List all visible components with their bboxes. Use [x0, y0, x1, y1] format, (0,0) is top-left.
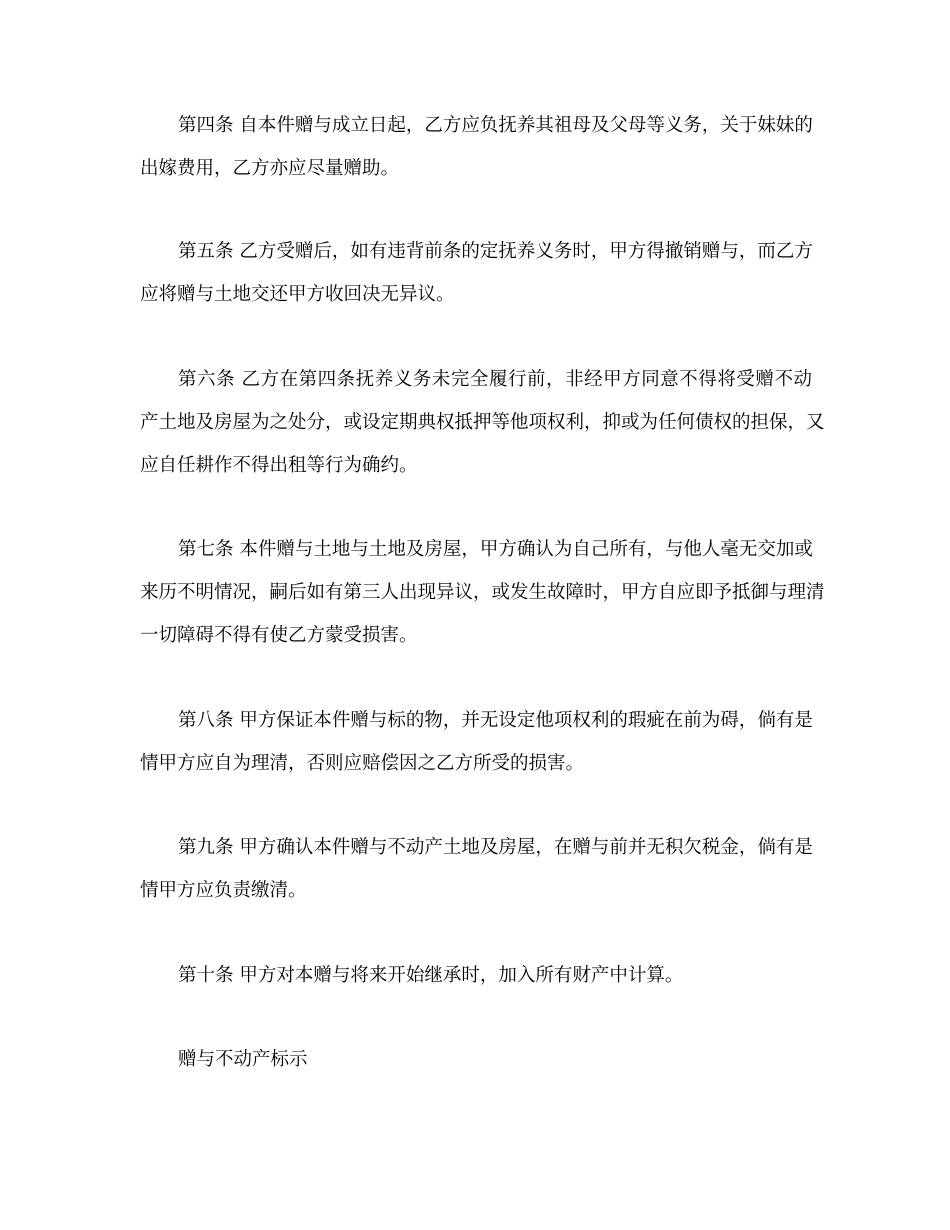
paragraph-line: 情甲方应自为理清，否则应赔偿因之乙方所受的损害。	[140, 753, 585, 774]
paragraph-line: 来历不明情况，嗣后如有第三人出现异议，或发生故障时，甲方自应即予抵御与理清	[140, 582, 825, 603]
article-4-paragraph	[140, 104, 812, 190]
article-9-paragraph	[140, 826, 812, 912]
article-8-paragraph	[140, 699, 812, 785]
paragraph-line: 赠与不动产标示	[178, 1049, 308, 1070]
paragraph-line: 第十条 甲方对本赠与将来开始继承时，加入所有财产中计算。	[178, 965, 684, 986]
paragraph-line: 产土地及房屋为之处分，或设定期典权抵押等他项权利，抑或为任何债权的担保，又	[140, 412, 825, 433]
paragraph-line: 出嫁费用，乙方亦应尽量赠助。	[140, 158, 400, 179]
article-7-paragraph	[140, 528, 825, 657]
paragraph-line: 第八条 甲方保证本件赠与标的物，并无设定他项权利的瑕疵在前为碍，倘有是	[178, 710, 813, 731]
paragraph-line: 一切障碍不得有使乙方蒙受损害。	[140, 625, 418, 646]
paragraph-line: 第七条 本件赠与土地与土地及房屋，甲方确认为自己所有，与他人毫无交加或	[178, 539, 813, 560]
paragraph-line: 第五条 乙方受赠后，如有违背前条的定抚养义务时，甲方得撤销赠与，而乙方	[178, 241, 813, 262]
property-label-heading	[140, 1038, 812, 1081]
article-10-paragraph	[140, 954, 812, 997]
paragraph-line: 应将赠与土地交还甲方收回决无异议。	[140, 284, 455, 305]
paragraph-line: 第六条 乙方在第四条抚养义务未完全履行前，非经甲方同意不得将受赠不动	[178, 369, 812, 390]
paragraph-line: 应自任耕作不得出租等行为确约。	[140, 455, 418, 476]
paragraph-line: 情甲方应负责缴清。	[140, 880, 307, 901]
article-6-paragraph	[140, 358, 825, 487]
article-5-paragraph	[140, 230, 812, 316]
paragraph-line: 第四条 自本件赠与成立日起，乙方应负抚养其祖母及父母等义务，关于妹妹的	[178, 115, 813, 136]
paragraph-line: 第九条 甲方确认本件赠与不动产土地及房屋，在赠与前并无积欠税金，倘有是	[178, 837, 813, 858]
